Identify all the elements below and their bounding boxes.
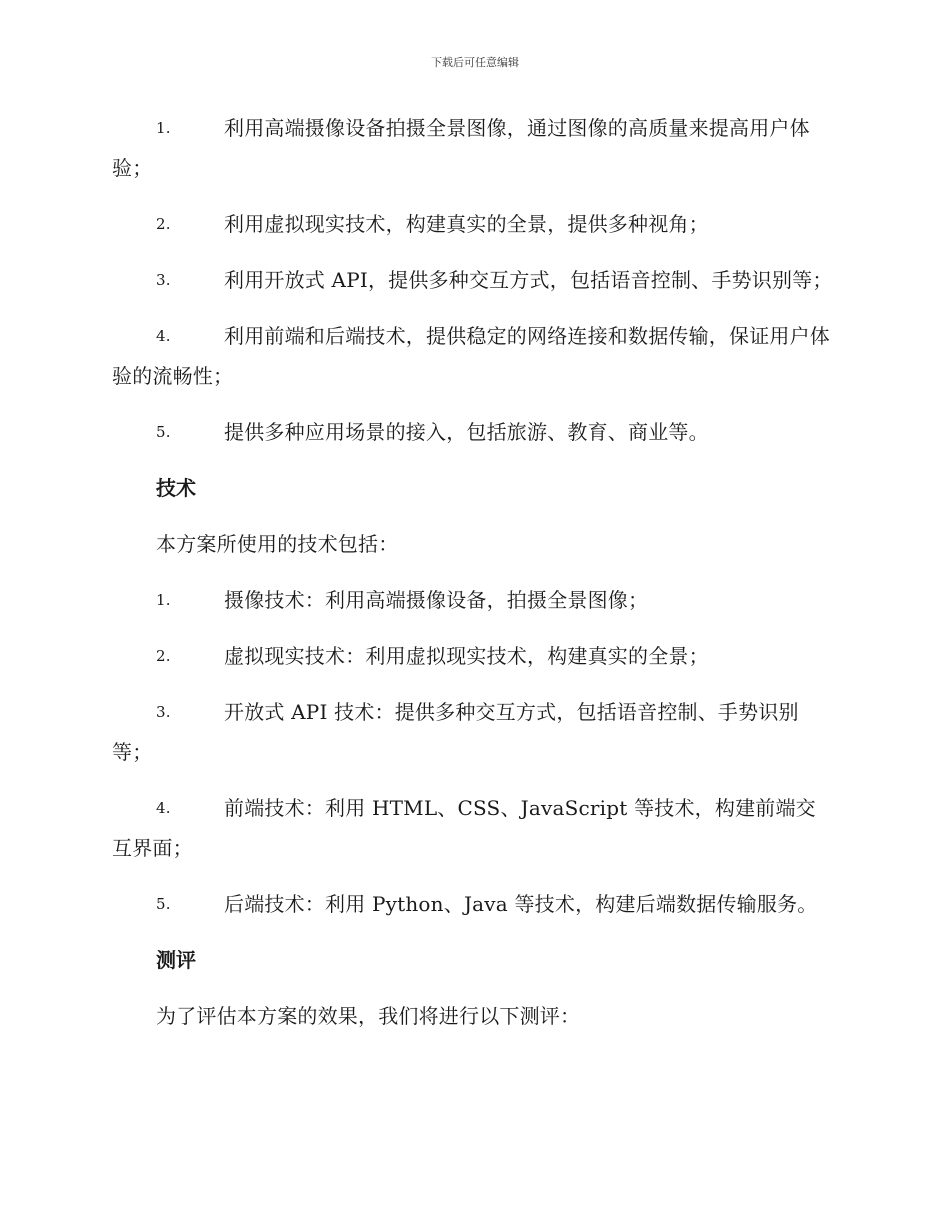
list-number: 1. (156, 591, 171, 609)
list-item-text: 摄像技术：利用高端摄像设备，拍摄全景图像； (224, 588, 649, 612)
list-item (112, 204, 834, 244)
list-item (112, 316, 834, 396)
list-number: 3. (156, 703, 171, 721)
list-item (112, 884, 834, 924)
page-header: 下载后可任意编辑 (431, 56, 519, 69)
list-number: 2. (156, 215, 171, 233)
list-item (112, 636, 834, 676)
list-number: 4. (156, 327, 171, 345)
list-item-text: 利用高端摄像设备拍摄全景图像，通过图像的高质量来提高用户体验； (112, 116, 810, 180)
section-intro-eval: 为了评估本方案的效果，我们将进行以下测评： (156, 1004, 581, 1028)
list-item-text: 利用虚拟现实技术，构建真实的全景，提供多种视角； (224, 212, 709, 236)
list-item-text: 后端技术：利用 Python、Java 等技术，构建后端数据传输服务。 (224, 892, 818, 916)
list-item (112, 260, 834, 300)
list-item (112, 580, 834, 620)
list-item (112, 108, 834, 188)
list-item (112, 412, 834, 452)
list-number: 5. (156, 895, 171, 913)
list-item-text: 虚拟现实技术：利用虚拟现实技术，构建真实的全景； (224, 644, 709, 668)
list-item-text: 提供多种应用场景的接入，包括旅游、教育、商业等。 (224, 420, 709, 444)
list-item-text: 前端技术：利用 HTML、CSS、JavaScript 等技术，构建前端交互界面； (112, 796, 816, 860)
list-number: 5. (156, 423, 171, 441)
list-item-text: 利用前端和后端技术，提供稳定的网络连接和数据传输，保证用户体验的流畅性； (112, 324, 830, 388)
list-number: 2. (156, 647, 171, 665)
list-item-text: 开放式 API 技术：提供多种交互方式，包括语音控制、手势识别等； (112, 700, 799, 764)
list-item (112, 788, 834, 868)
list-number: 4. (156, 799, 171, 817)
list-number: 1. (156, 119, 171, 137)
list-number: 3. (156, 271, 171, 289)
section-heading-tech: 技术 (156, 476, 196, 500)
section-heading-eval: 测评 (156, 948, 196, 972)
document-body (112, 108, 834, 1052)
section-intro-tech: 本方案所使用的技术包括： (156, 532, 399, 556)
list-item (112, 692, 834, 772)
list-item-text: 利用开放式 API，提供多种交互方式，包括语音控制、手势识别等； (224, 268, 833, 292)
